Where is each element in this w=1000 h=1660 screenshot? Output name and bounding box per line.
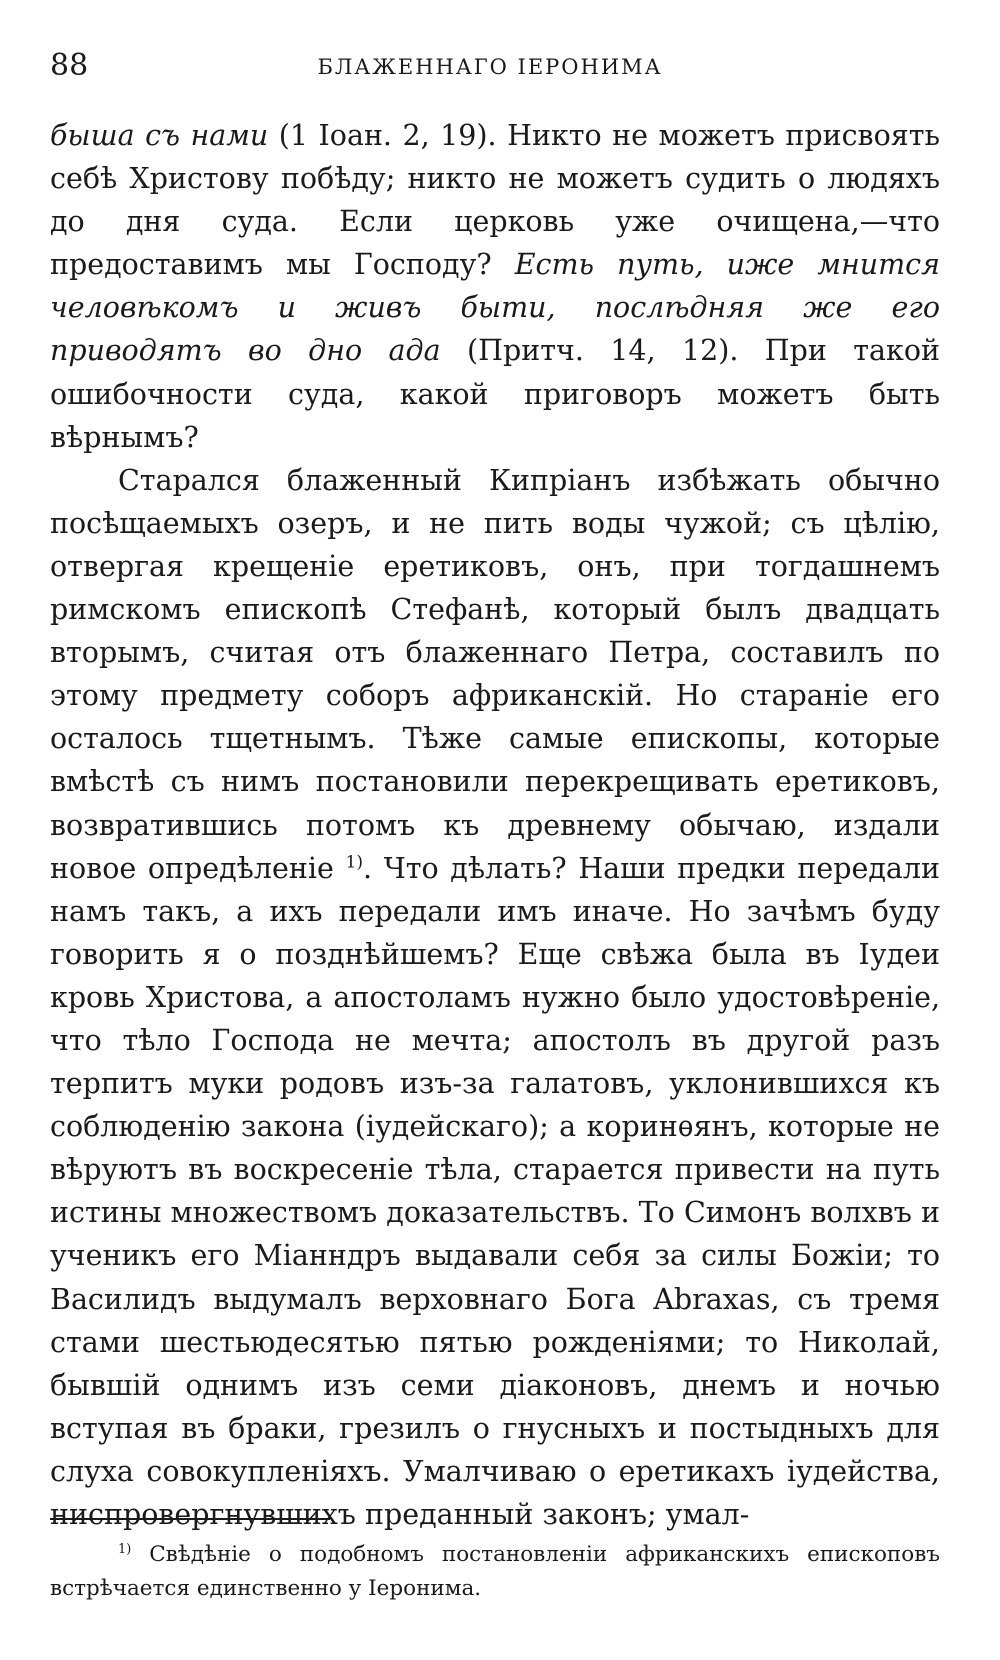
paragraph-text: (Притч. 14, 12). При такой ошибочности суда, какой приговоръ можетъ быть вѣрнымъ? [50,334,941,454]
paragraph [50,459,940,1536]
footnote [50,1538,940,1606]
running-head [50,48,930,88]
paragraph-text: Старался блаженный Кипріанъ избѣжать обычно посѣщаемыхъ озеръ, и не пить воды чужой; съ цѣлію, отвергая крещеніе еретиковъ, онъ, при тогдашнемъ римскомъ епископѣ Стефанѣ, который былъ двадцать вторымъ, считая отъ блаженнаго Петра, составилъ по этому предмету соборъ африканскій. Но стараніе его осталось тщетнымъ. Тѣже самые епископы, которые вмѣстѣ съ нимъ постановили перекрещивать еретиковъ, возвратившись потомъ къ древнему обычаю, издали новое опредѣленіе [50,463,940,885]
paragraph-text: (1 Іоан. 2, 19). Никто не можетъ присвоять себѣ Христову побѣду; никто не можетъ судить о людяхъ до дня суда. Если церковь уже очищена,—что предоставимъ мы Господу? [50,119,941,282]
footnote-divider [50,1518,330,1520]
running-title: БЛАЖЕННАГО ІЕРОНИМА [317,55,663,79]
italic-quote: быша съ нами [50,119,269,152]
footnote-marker: 1) [118,1541,132,1557]
footnote-reference[interactable]: 1) [345,852,363,873]
italic-quote: Есть путь, иже мнится человѣкомъ и живъ быти, послѣдняя же его приводятъ во дно ада [50,248,940,368]
footnote-text: Свѣдѣніе о подобномъ постановленіи африканскихъ епископовъ встрѣчается единственно у Іеронима. [50,1542,940,1601]
page-number: 88 [50,48,89,83]
paragraph-continued [50,114,940,459]
body-text [50,114,940,1536]
paragraph-text: . Что дѣлать? Наши предки передали намъ такъ, а ихъ передали имъ иначе. Но зачѣмъ буду говорить я о позднѣйшемъ? Еще свѣжа была въ Іудеи кровь Христова, а апостоламъ нужно было удостовѣреніе, что тѣло Господа не мечта; апостолъ въ другой разъ терпитъ муки родовъ изъ-за галатовъ, уклонившихся къ соблюденію закона (іудейскаго); а коринѳянъ, которые не вѣруютъ въ воскресеніе тѣла, старается привести на путь истины множествомъ доказательствъ. То Симонъ волхвъ и ученикъ его Міанндръ выдавали себя за силы Божіи; то Василидъ выдумалъ верховнаго Бога Abraxas, съ тремя стами шестьюдесятью пятью рожденіями; то Николай, бывшій однимъ изъ семи діаконовъ, днемъ и ночью вступая въ браки, грезилъ о гнусныхъ и постыдныхъ для слуха совокупленіяхъ. Умалчиваю о еретикахъ іудейства, ниспровергнувшихъ преданный законъ; умал- [50,851,940,1531]
